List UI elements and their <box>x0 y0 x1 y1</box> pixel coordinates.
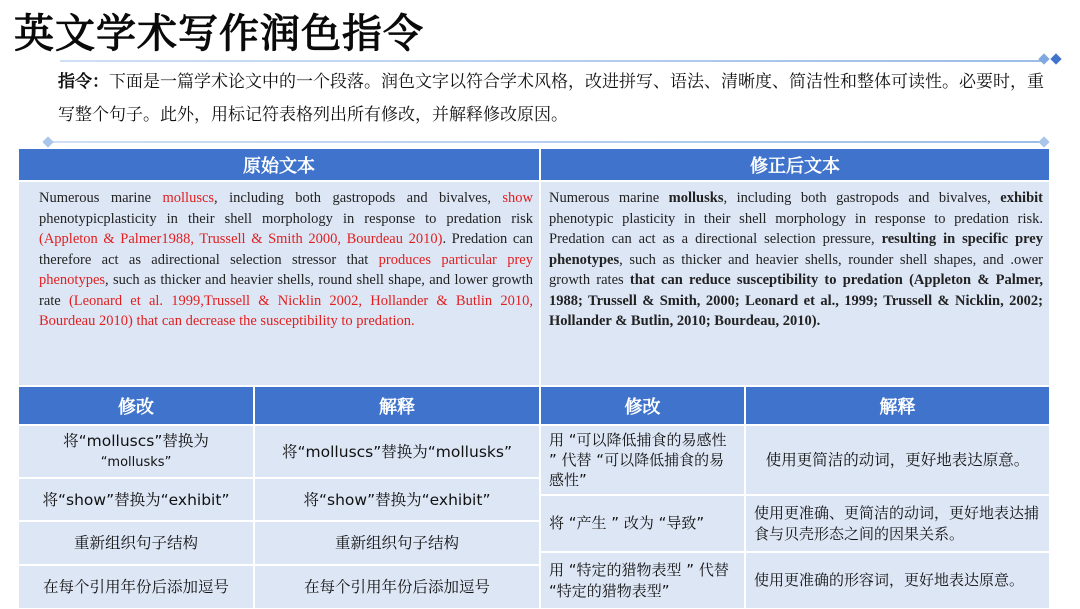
top-header-row <box>18 148 1050 181</box>
table-row <box>540 425 1050 495</box>
reason-cell: 将“show”替换为“exhibit” <box>254 478 540 521</box>
bold-span: exhibit <box>1000 190 1043 206</box>
bottom-body <box>18 425 1050 609</box>
decor-diamond <box>1038 136 1049 147</box>
header-revised: 修正后文本 <box>540 148 1050 181</box>
bold-span: that can reduce susceptibility to predation (Appleton & Palmer, 1988; Trussell & Smith, 2000; Leonard et al., 1999; Trussell & Nicklin, 2002; Hollander & Butlin, 2010; Bourdeau, 2010). <box>549 272 1043 329</box>
text-span: , such as thicker and heavier shells, rounder shell shapes, and .ower growth rates <box>549 251 1043 288</box>
reason-cell: 使用更准确、更简洁的动词，更好地表达捕食与贝壳形态之间的因果关系。 <box>745 495 1050 552</box>
original-text <box>18 181 540 386</box>
table-row <box>18 521 540 565</box>
highlight-span: (Appleton & Palmer1988, Trussell & Smith 2000, Bourdeau 2010) <box>39 231 443 247</box>
decor-line-mid <box>46 141 1046 143</box>
text-row <box>18 181 1050 386</box>
bottom-header-row <box>18 386 1050 425</box>
instruction-block <box>58 66 1058 132</box>
instruction-text: 下面是一篇学术论文中的一个段落。润色文字以符合学术风格，改进拼写、语法、清晰度、简洁性和整体可读性。必要时，重写整个句子。此外，用标记符表格列出所有修改，并解释修改原因。 <box>58 72 1044 125</box>
text-span: , such as thicker and heavier shells, round shell shape, and lower growth rate <box>39 272 533 309</box>
reason-cell: 在每个引用年份后添加逗号 <box>254 565 540 609</box>
header-change-right: 修改 <box>540 386 745 425</box>
change-cell: 将 “产生 ” 改为 “导致” <box>540 495 745 552</box>
highlight-span: produces particular prey phenotypes <box>39 251 533 288</box>
change-cell: 将“show”替换为“exhibit” <box>18 478 254 521</box>
text-span: , including both gastropods and bivalves, <box>214 190 503 206</box>
revised-text <box>540 181 1050 386</box>
highlight-span: (Leonard et al. 1999,Trussell & Nicklin 2002, Hollander & Butlin 2010, Bourdeau 2010) that can decrease the susceptibility to predation. <box>39 292 533 329</box>
table-row <box>540 495 1050 552</box>
decor-diamond <box>42 136 53 147</box>
highlight-span: molluscs <box>162 190 215 206</box>
decor-diamond <box>1050 53 1061 64</box>
left-changes <box>18 425 540 609</box>
text-span: . Predation can therefore act as adirectional selection stressor that <box>39 231 533 268</box>
change-text: “mollusks” <box>100 454 172 470</box>
change-cell <box>18 425 254 478</box>
text-span: , including both gastropods and bivalves, <box>723 190 1001 206</box>
reason-cell: 将“molluscs”替换为“mollusks” <box>254 425 540 478</box>
bold-span: mollusks <box>668 190 724 206</box>
table-row <box>18 565 540 609</box>
bold-span: resulting in specific prey phenotypes <box>549 231 1043 268</box>
table-row <box>18 478 540 521</box>
decor-line-top <box>60 60 1045 62</box>
highlight-span: show <box>502 190 533 206</box>
page-title: 英文学术写作润色指令 <box>14 11 424 57</box>
header-reason-left: 解释 <box>254 386 540 425</box>
header-reason-right: 解释 <box>745 386 1050 425</box>
change-cell: 用 “特定的猎物表型 ” 代替 “特定的猎物表型” <box>540 552 745 609</box>
reason-cell: 使用更准确的形容词，更好地表达原意。 <box>745 552 1050 609</box>
text-span: Numerous marine <box>39 190 163 206</box>
text-span: Numerous marine <box>549 190 669 206</box>
decor-diamond <box>1038 53 1049 64</box>
reason-cell: 使用更简洁的动词，更好地表达原意。 <box>745 425 1050 495</box>
change-cell: 在每个引用年份后添加逗号 <box>18 565 254 609</box>
header-original: 原始文本 <box>18 148 540 181</box>
reason-cell: 重新组织句子结构 <box>254 521 540 565</box>
table-row <box>18 425 540 478</box>
change-cell: 用 “可以降低捕食的易感性 ” 代替 “可以降低捕食的易感性” <box>540 425 745 495</box>
text-span: phenotypicplasticity in their shell morphology in response to predation risk <box>39 210 533 227</box>
right-changes <box>540 425 1050 609</box>
change-text: 将“molluscs”替换为 <box>63 431 209 450</box>
text-span: phenotypic plasticity in their shell morphology in response to predation risk. Predation can act as a directional selection pressure, <box>549 210 1043 247</box>
comparison-table <box>18 148 1050 609</box>
change-cell: 重新组织句子结构 <box>18 521 254 565</box>
instruction-label: 指令： <box>58 72 109 92</box>
header-change-left: 修改 <box>18 386 254 425</box>
table-row <box>540 552 1050 609</box>
